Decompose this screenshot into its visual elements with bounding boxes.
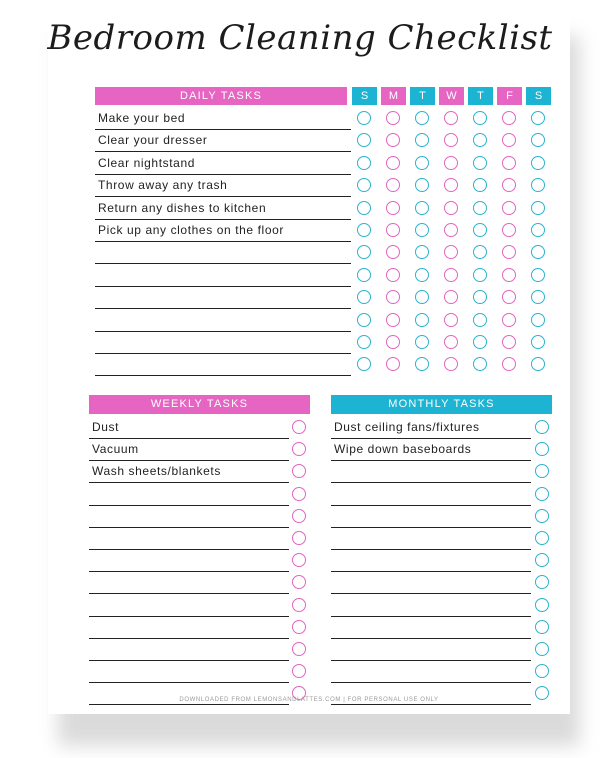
daily-checkbox[interactable] xyxy=(473,335,487,349)
daily-checkbox[interactable] xyxy=(502,223,516,237)
daily-checkbox[interactable] xyxy=(444,268,458,282)
daily-checkbox[interactable] xyxy=(473,223,487,237)
monthly-checkbox[interactable] xyxy=(535,487,549,501)
task-label: Clear nightstand xyxy=(98,155,195,170)
daily-checkbox[interactable] xyxy=(415,268,429,282)
day-header: T xyxy=(410,87,435,105)
weekly-task-row xyxy=(89,527,289,550)
weekly-checkbox[interactable] xyxy=(292,620,306,634)
weekly-task-row xyxy=(89,660,289,683)
daily-checkbox[interactable] xyxy=(357,111,371,125)
task-label: Pick up any clothes on the floor xyxy=(98,223,284,237)
daily-checkbox[interactable] xyxy=(531,111,545,125)
monthly-checkbox[interactable] xyxy=(535,509,549,523)
daily-checkbox[interactable] xyxy=(473,111,487,125)
daily-task-row xyxy=(95,174,351,197)
weekly-task-row xyxy=(89,438,289,461)
daily-checkbox[interactable] xyxy=(531,223,545,237)
daily-checkbox[interactable] xyxy=(444,156,458,170)
weekly-task-row xyxy=(89,505,289,528)
daily-checkbox[interactable] xyxy=(357,223,371,237)
daily-checkbox[interactable] xyxy=(415,156,429,170)
monthly-task-row xyxy=(331,416,531,439)
daily-checkbox[interactable] xyxy=(386,223,400,237)
daily-task-row xyxy=(95,219,351,242)
weekly-task-row xyxy=(89,416,289,439)
daily-checkbox[interactable] xyxy=(444,111,458,125)
daily-checkbox[interactable] xyxy=(357,313,371,327)
weekly-task-row xyxy=(89,483,289,506)
daily-task-row xyxy=(95,286,351,309)
daily-checkbox[interactable] xyxy=(502,313,516,327)
monthly-task-row xyxy=(331,505,531,528)
page-title: Bedroom Cleaning Checklist xyxy=(47,18,553,58)
daily-tasks-header: DAILY TASKS xyxy=(95,87,347,105)
daily-checkbox[interactable] xyxy=(357,335,371,349)
daily-checkbox[interactable] xyxy=(531,268,545,282)
weekly-checkbox[interactable] xyxy=(292,531,306,545)
daily-checkbox[interactable] xyxy=(415,223,429,237)
day-header: S xyxy=(526,87,551,105)
daily-checkbox[interactable] xyxy=(386,335,400,349)
footer-note: DOWNLOADED FROM LEMONSANDLATTES.COM | FOR PERSONAL USE ONLY xyxy=(179,697,439,703)
task-label: Wipe down baseboards xyxy=(334,442,472,457)
monthly-task-row xyxy=(331,549,531,572)
daily-checkbox[interactable] xyxy=(357,268,371,282)
daily-checkbox[interactable] xyxy=(444,313,458,327)
daily-checkbox[interactable] xyxy=(531,335,545,349)
daily-task-row xyxy=(95,264,351,287)
monthly-checkbox[interactable] xyxy=(535,642,549,656)
day-header: F xyxy=(497,87,522,105)
monthly-task-row xyxy=(331,460,531,483)
task-label: Make your bed xyxy=(98,111,186,125)
daily-checkbox[interactable] xyxy=(444,223,458,237)
daily-checkbox[interactable] xyxy=(502,156,516,170)
monthly-task-row xyxy=(331,438,531,461)
monthly-tasks-header: MONTHLY TASKS xyxy=(331,395,552,414)
monthly-task-row xyxy=(331,616,531,639)
daily-checkbox[interactable] xyxy=(531,313,545,327)
daily-checkbox[interactable] xyxy=(386,313,400,327)
monthly-checkbox[interactable] xyxy=(535,531,549,545)
task-label: Dust xyxy=(92,420,120,434)
weekly-checkbox[interactable] xyxy=(292,487,306,501)
daily-checkbox[interactable] xyxy=(502,201,516,215)
day-header: M xyxy=(381,87,406,105)
daily-checkbox[interactable] xyxy=(473,268,487,282)
daily-checkbox[interactable] xyxy=(386,156,400,170)
daily-checkbox[interactable] xyxy=(502,335,516,349)
daily-task-row xyxy=(95,129,351,152)
weekly-task-row xyxy=(89,460,289,483)
daily-task-row xyxy=(95,241,351,264)
daily-checkbox[interactable] xyxy=(473,201,487,215)
daily-checkbox[interactable] xyxy=(502,111,516,125)
daily-task-row xyxy=(95,197,351,220)
day-header: S xyxy=(352,87,377,105)
day-header: T xyxy=(468,87,493,105)
weekly-checkbox[interactable] xyxy=(292,598,306,612)
daily-checkbox[interactable] xyxy=(386,201,400,215)
weekly-task-row xyxy=(89,594,289,617)
daily-checkbox[interactable] xyxy=(415,313,429,327)
daily-task-row xyxy=(95,331,351,354)
weekly-task-row xyxy=(89,571,289,594)
daily-checkbox[interactable] xyxy=(415,201,429,215)
daily-checkbox[interactable] xyxy=(502,268,516,282)
task-label: Wash sheets/blankets xyxy=(92,464,221,479)
weekly-checkbox[interactable] xyxy=(292,420,306,434)
task-label: Return any dishes to kitchen xyxy=(98,200,267,215)
daily-checkbox[interactable] xyxy=(444,201,458,215)
weekly-tasks-header: WEEKLY TASKS xyxy=(89,395,310,414)
daily-task-row xyxy=(95,309,351,332)
monthly-task-row xyxy=(331,638,531,661)
task-label: Clear your dresser xyxy=(98,133,208,148)
daily-checkbox[interactable] xyxy=(531,156,545,170)
daily-checkbox[interactable] xyxy=(531,201,545,215)
weekly-checkbox[interactable] xyxy=(292,642,306,656)
weekly-checkbox[interactable] xyxy=(292,509,306,523)
daily-checkbox[interactable] xyxy=(473,313,487,327)
monthly-task-row xyxy=(331,571,531,594)
day-header: W xyxy=(439,87,464,105)
daily-checkbox[interactable] xyxy=(473,156,487,170)
weekly-task-row xyxy=(89,616,289,639)
weekly-task-row xyxy=(89,638,289,661)
monthly-task-row xyxy=(331,594,531,617)
daily-checkbox[interactable] xyxy=(415,111,429,125)
daily-checkbox[interactable] xyxy=(444,335,458,349)
daily-checkbox[interactable] xyxy=(386,111,400,125)
daily-task-row xyxy=(95,152,351,175)
daily-task-row xyxy=(95,107,351,130)
weekly-task-row xyxy=(89,549,289,572)
monthly-checkbox[interactable] xyxy=(535,620,549,634)
monthly-checkbox[interactable] xyxy=(535,420,549,434)
daily-checkbox[interactable] xyxy=(386,268,400,282)
daily-checkbox[interactable] xyxy=(357,201,371,215)
daily-checkbox[interactable] xyxy=(415,335,429,349)
task-label: Dust ceiling fans/fixtures xyxy=(334,420,480,434)
daily-checkbox[interactable] xyxy=(357,156,371,170)
daily-task-row xyxy=(95,353,351,376)
monthly-task-row xyxy=(331,483,531,506)
task-label: Throw away any trash xyxy=(98,178,228,193)
task-label: Vacuum xyxy=(92,442,139,457)
monthly-task-row xyxy=(331,527,531,550)
monthly-checkbox[interactable] xyxy=(535,598,549,612)
monthly-task-row xyxy=(331,660,531,683)
